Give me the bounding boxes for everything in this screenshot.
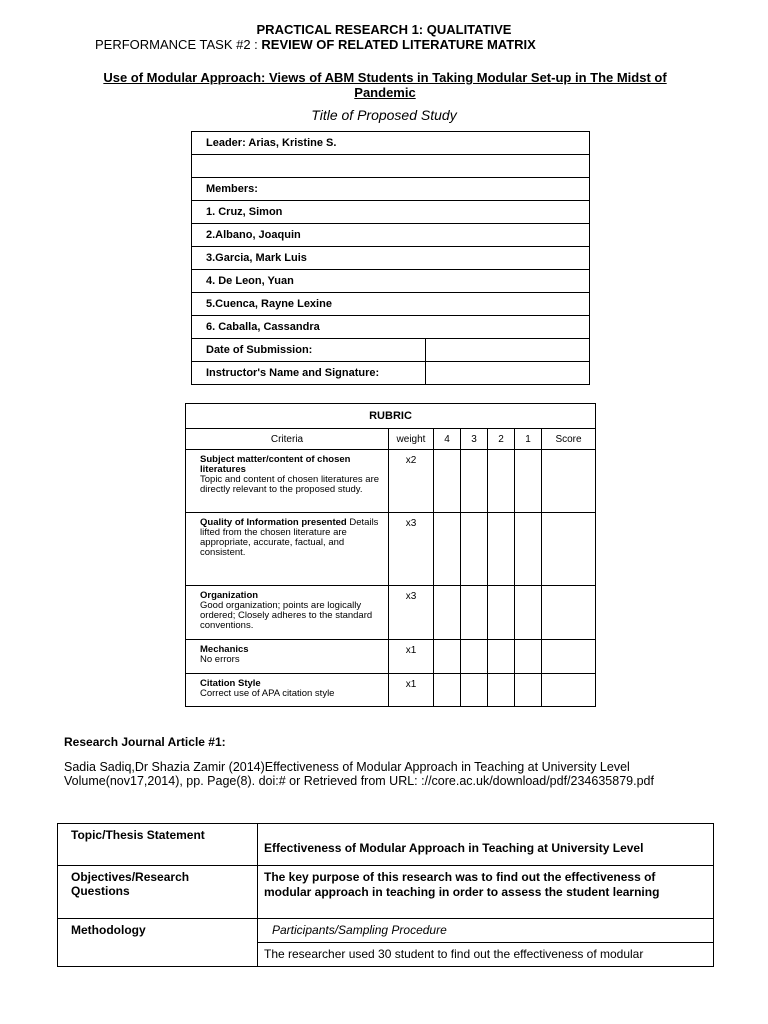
topic-label: Topic/Thesis Statement [58, 824, 258, 866]
instructor-label: Instructor's Name and Signature: [192, 362, 426, 385]
score-cell[interactable] [461, 450, 488, 513]
methodology-value: The researcher used 30 student to find out the effectiveness of modular [258, 943, 714, 967]
leader-cell: Leader: Arias, Kristine S. [192, 132, 590, 155]
criterion-name: Quality of Information presented [200, 517, 347, 528]
score-cell[interactable] [515, 450, 542, 513]
group-info-table [191, 131, 590, 385]
journal-citation: Sadia Sadiq,Dr Shazia Zamir (2014)Effectiveness of Modular Approach in Teaching at University Level Volume(nov17,2014), pp. Page(8). doi:# or Retrieved from URL: ://core.ac.uk/download/pdf/234635879.pdf [64, 760, 654, 788]
score-cell[interactable] [488, 450, 515, 513]
methodology-label: Methodology [58, 919, 258, 967]
criterion-cell [186, 640, 389, 674]
score-header: Score [542, 429, 596, 450]
criterion-weight: x1 [389, 674, 434, 707]
score-cell[interactable] [515, 674, 542, 707]
criterion-name: Organization [200, 590, 259, 601]
score-cell[interactable] [434, 586, 461, 640]
score-cell[interactable] [542, 674, 596, 707]
score-cell[interactable] [515, 513, 542, 586]
rubric-table [185, 403, 596, 707]
score-cell[interactable] [434, 674, 461, 707]
score-cell[interactable] [461, 586, 488, 640]
score-3-header: 3 [461, 429, 488, 450]
member-item: 5.Cuenca, Rayne Lexine [192, 293, 590, 316]
task-prefix: PERFORMANCE TASK #2 : [95, 37, 262, 52]
rubric-title: RUBRIC [186, 404, 596, 429]
score-cell[interactable] [461, 513, 488, 586]
criterion-weight: x2 [389, 450, 434, 513]
methodology-subheading: Participants/Sampling Procedure [258, 919, 714, 943]
score-cell[interactable] [488, 513, 515, 586]
score-cell[interactable] [434, 450, 461, 513]
member-item: 3.Garcia, Mark Luis [192, 247, 590, 270]
score-1-header: 1 [515, 429, 542, 450]
member-item: 6. Caballa, Cassandra [192, 316, 590, 339]
score-cell[interactable] [461, 674, 488, 707]
members-label: Members: [192, 178, 590, 201]
criterion-name: Subject matter/content of chosen literatures [200, 454, 351, 475]
criterion-cell [186, 674, 389, 707]
criterion-cell [186, 513, 389, 586]
performance-task-line [95, 37, 536, 52]
score-cell[interactable] [515, 640, 542, 674]
date-of-submission-field[interactable] [426, 339, 590, 362]
score-cell[interactable] [488, 586, 515, 640]
member-item: 1. Cruz, Simon [192, 201, 590, 224]
criterion-weight: x3 [389, 513, 434, 586]
literature-matrix-table [57, 823, 714, 967]
proposed-study-caption: Title of Proposed Study [311, 107, 457, 123]
score-cell[interactable] [542, 640, 596, 674]
criterion-cell [186, 450, 389, 513]
objectives-label: Objectives/Research Questions [58, 866, 258, 919]
task-name: REVIEW OF RELATED LITERATURE MATRIX [261, 37, 536, 52]
criterion-name: Mechanics [200, 644, 249, 655]
document-title: PRACTICAL RESEARCH 1: QUALITATIVE [256, 22, 512, 37]
score-2-header: 2 [488, 429, 515, 450]
score-cell[interactable] [488, 674, 515, 707]
objectives-value: The key purpose of this research was to find out the effectiveness of modular approach in teaching in order to assess the student learning [258, 866, 714, 919]
topic-value: Effectiveness of Modular Approach in Teaching at University Level [258, 824, 714, 866]
score-cell[interactable] [488, 640, 515, 674]
journal-article-label: Research Journal Article #1: [64, 735, 226, 749]
member-item: 2.Albano, Joaquin [192, 224, 590, 247]
score-cell[interactable] [515, 586, 542, 640]
score-4-header: 4 [434, 429, 461, 450]
score-cell[interactable] [434, 640, 461, 674]
criteria-header: Criteria [186, 429, 389, 450]
weight-header: weight [389, 429, 434, 450]
criterion-description: Good organization; points are logically ordered; Closely adheres to the standard conventions. [200, 600, 373, 631]
score-cell[interactable] [542, 513, 596, 586]
score-cell[interactable] [542, 586, 596, 640]
study-title: Use of Modular Approach: Views of ABM Students in Taking Modular Set-up in The Midst of Pandemic [103, 70, 667, 100]
member-item: 4. De Leon, Yuan [192, 270, 590, 293]
criterion-description: Details lifted from the chosen literature are appropriate, accurate, factual, and consistent. [200, 517, 379, 558]
blank-row [192, 155, 590, 178]
criterion-description: Correct use of APA citation style [200, 688, 335, 699]
criterion-weight: x3 [389, 586, 434, 640]
score-cell[interactable] [542, 450, 596, 513]
criterion-description: No errors [200, 654, 240, 665]
criterion-name: Citation Style [200, 678, 261, 689]
criterion-cell [186, 586, 389, 640]
score-cell[interactable] [461, 640, 488, 674]
instructor-signature-field[interactable] [426, 362, 590, 385]
criterion-description: Topic and content of chosen literatures are directly relevant to the proposed study. [200, 474, 380, 495]
score-cell[interactable] [434, 513, 461, 586]
date-of-submission-label: Date of Submission: [192, 339, 426, 362]
criterion-weight: x1 [389, 640, 434, 674]
